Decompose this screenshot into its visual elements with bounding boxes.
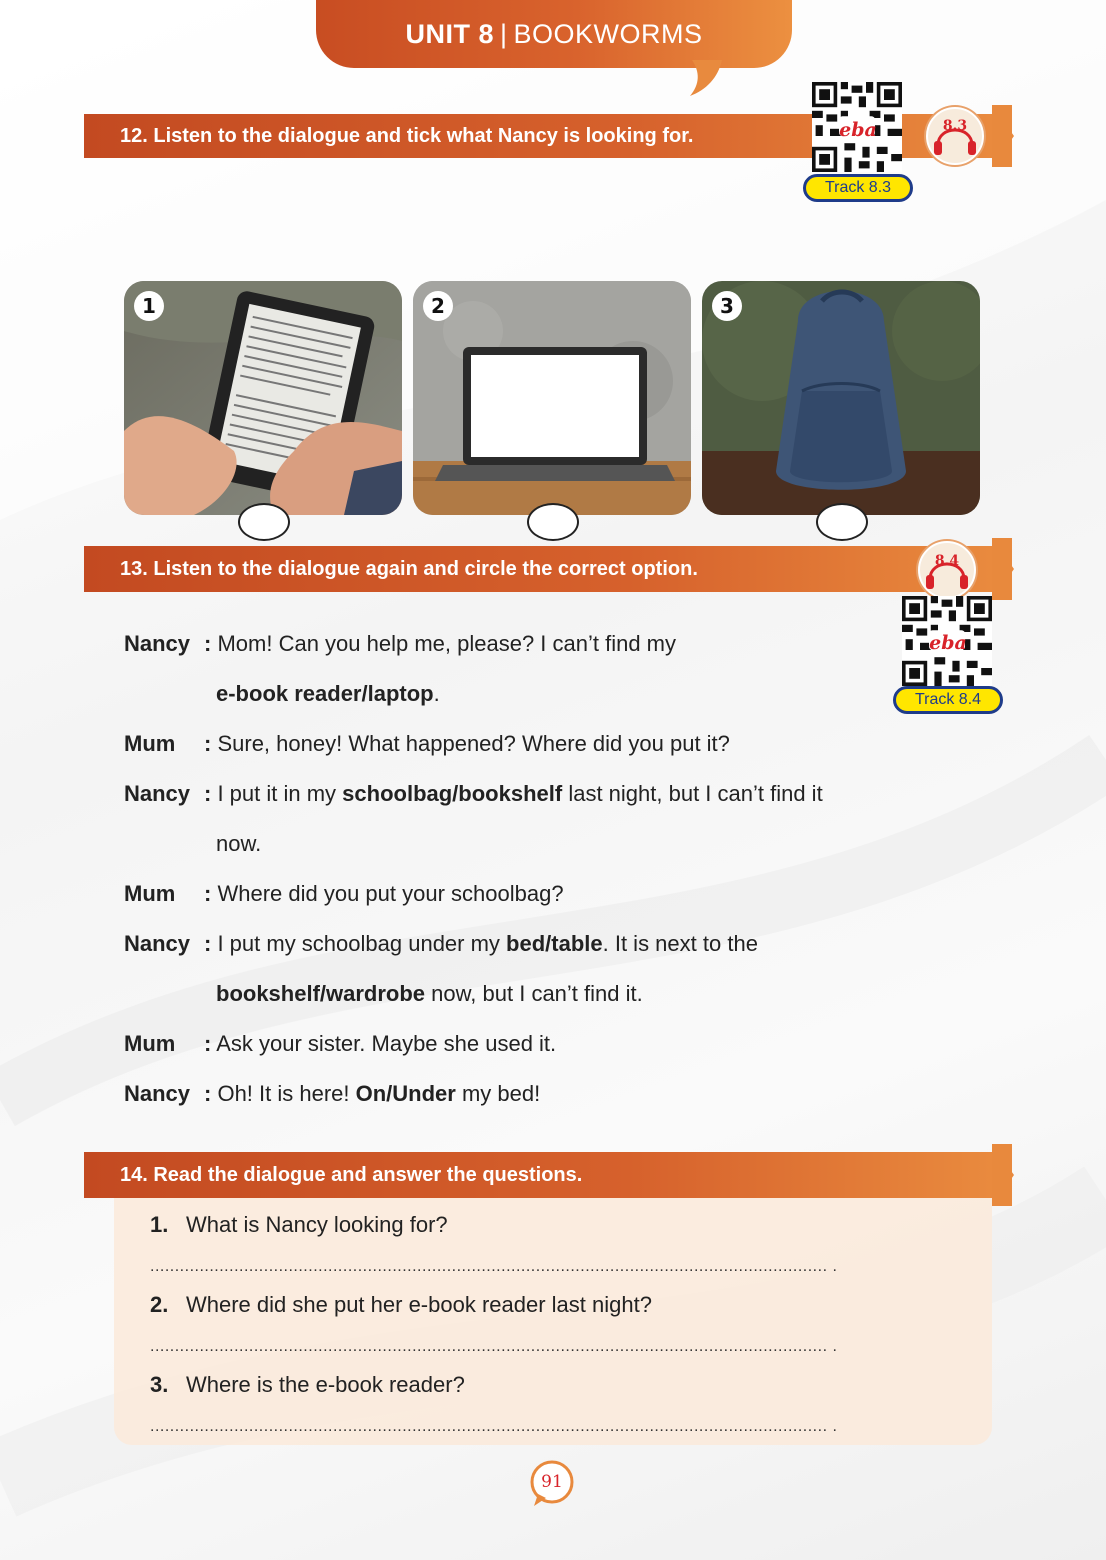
item-number-3: 3: [712, 291, 742, 321]
item-number-1: 1: [134, 291, 164, 321]
image-laptop: [413, 281, 691, 515]
dialogue-line: [124, 1080, 540, 1108]
dialogue-text: my bed!: [455, 1081, 541, 1106]
tick-box-1[interactable]: [238, 503, 290, 541]
answer-line-3[interactable]: ......................................................................................................................................... .: [150, 1418, 838, 1435]
banner-12-arrow-icon: [992, 105, 1014, 167]
speaker-name: Nancy: [124, 781, 191, 806]
audio-badge-number: 8.3: [942, 118, 968, 134]
speaker-name: Nancy: [124, 1081, 191, 1106]
dialogue-option[interactable]: On/Under: [355, 1081, 456, 1106]
dialogue-text: I put it in my: [217, 781, 343, 806]
exercise-13-instruction: 13. Listen to the dialogue again and circle the correct option.: [120, 557, 698, 580]
question-text: Where did she put her e-book reader last night?: [186, 1292, 652, 1317]
item-number-2: 2: [423, 291, 453, 321]
backpack-photo: [702, 281, 980, 515]
dialogue-line: [124, 930, 758, 958]
speaker-colon: :: [204, 931, 212, 956]
image-backpack: [702, 281, 980, 515]
exercise-14-instruction: 14. Read the dialogue and answer the questions.: [120, 1163, 583, 1186]
question-2: [150, 1292, 652, 1318]
dialogue-text: Mom! Can you help me, please? I can’t find my: [217, 631, 677, 656]
speaker-colon: :: [204, 881, 212, 906]
speech-tail-icon: [688, 60, 724, 100]
speaker-colon: :: [204, 781, 212, 806]
unit-number: UNIT 8: [405, 18, 494, 49]
question-text: What is Nancy looking for?: [186, 1212, 448, 1237]
dialogue-text: Ask your sister. Maybe she used it.: [216, 1031, 557, 1056]
exercise-13-banner: [84, 546, 992, 592]
exercise-12-instruction: 12. Listen to the dialogue and tick what Nancy is looking for.: [120, 124, 694, 147]
dialogue-text: Where did you put your schoolbag?: [217, 881, 564, 906]
speaker-colon: :: [204, 1031, 212, 1056]
dialogue-text: Sure, honey! What happened? Where did you put it?: [217, 731, 730, 756]
speaker-colon: :: [204, 731, 212, 756]
dialogue-option[interactable]: schoolbag/bookshelf: [342, 781, 563, 806]
unit-separator: |: [499, 18, 508, 49]
unit-header: [316, 0, 792, 68]
dialogue-text: now, but I can’t find it.: [425, 981, 643, 1006]
speaker-name: Nancy: [124, 931, 191, 956]
banner-14-arrow-icon: [992, 1144, 1014, 1206]
dialogue-line: [124, 1030, 556, 1058]
dialogue-text: . It is next to the: [602, 931, 758, 956]
dialogue-line: [124, 630, 676, 658]
track-8-3-label[interactable]: Track 8.3: [803, 174, 913, 202]
exercise-14-banner: [84, 1152, 992, 1198]
dialogue-text: .: [433, 681, 440, 706]
dialogue-text: last night, but I can’t find it: [562, 781, 823, 806]
dialogue-option[interactable]: e-book reader/laptop: [216, 681, 434, 706]
answer-line-1[interactable]: ......................................................................................................................................... .: [150, 1258, 838, 1275]
dialogue-text: Oh! It is here!: [217, 1081, 356, 1106]
e-book-reader-photo: [124, 281, 402, 515]
image-e-book-reader: [124, 281, 402, 515]
tick-box-3[interactable]: [816, 503, 868, 541]
qr-logo: eba: [929, 632, 967, 654]
question-number: 3.: [150, 1372, 169, 1397]
dialogue-text: now.: [216, 831, 262, 856]
answer-line-2[interactable]: ......................................................................................................................................... .: [150, 1338, 838, 1355]
dialogue-line: [216, 830, 261, 858]
dialogue-line: [124, 730, 730, 758]
dialogue-text: I put my schoolbag under my: [217, 931, 507, 956]
speaker-name: Mum: [124, 881, 176, 906]
unit-title: BOOKWORMS: [513, 18, 703, 49]
track-8-4-label[interactable]: Track 8.4: [893, 686, 1003, 714]
question-number: 2.: [150, 1292, 169, 1317]
question-1: [150, 1212, 448, 1238]
headphones-icon: [918, 541, 976, 599]
speaker-name: Mum: [124, 1031, 176, 1056]
dialogue-option[interactable]: bookshelf/wardrobe: [216, 981, 426, 1006]
speaker-colon: :: [204, 1081, 212, 1106]
dialogue-line: [216, 980, 643, 1008]
question-number: 1.: [150, 1212, 169, 1237]
question-3: [150, 1372, 465, 1398]
headphones-icon: [926, 107, 984, 165]
speaker-name: Nancy: [124, 631, 191, 656]
speaker-colon: :: [204, 631, 212, 656]
qr-logo: eba: [839, 119, 877, 141]
banner-13-arrow-icon: [992, 538, 1014, 600]
dialogue-option[interactable]: bed/table: [506, 931, 603, 956]
dialogue-line: [216, 680, 440, 708]
question-text: Where is the e-book reader?: [186, 1372, 465, 1397]
speaker-name: Mum: [124, 731, 176, 756]
laptop-photo: [413, 281, 691, 515]
dialogue-line: [124, 880, 564, 908]
page-number: 91: [541, 1472, 563, 1492]
audio-badge-number: 8.4: [934, 553, 960, 569]
dialogue-line: [124, 780, 823, 808]
tick-box-2[interactable]: [527, 503, 579, 541]
